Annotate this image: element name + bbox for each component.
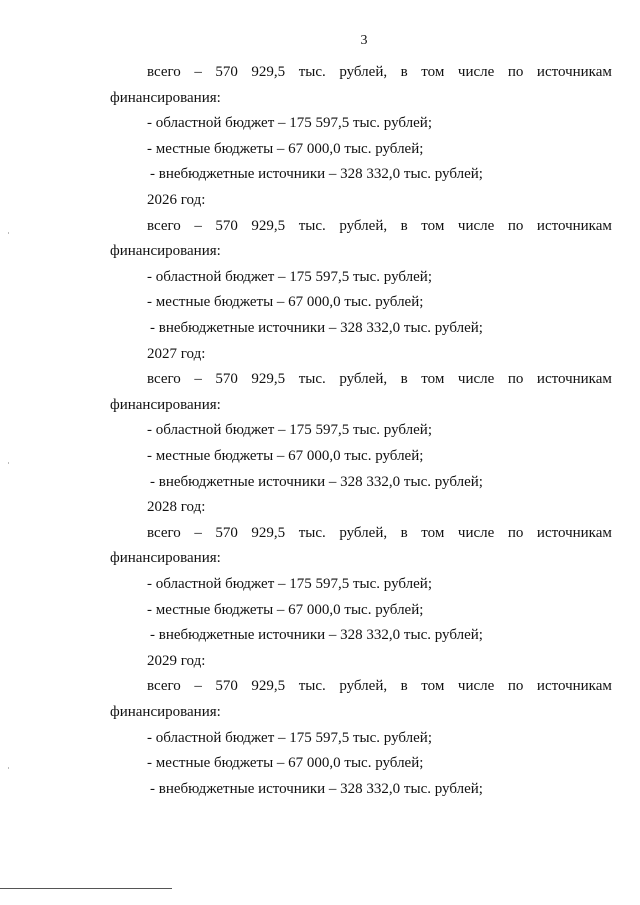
total-word: всего bbox=[147, 524, 181, 541]
total-word: том bbox=[421, 64, 445, 80]
total-word: числе bbox=[457, 371, 495, 388]
total-word: в bbox=[400, 371, 408, 388]
footer-rule bbox=[0, 888, 172, 889]
total-word: – bbox=[194, 64, 202, 80]
total-word: источникам bbox=[536, 64, 612, 80]
total-word: по bbox=[507, 217, 524, 234]
funding-item: - местные бюджеты – 67 000,0 тыс. рублей; bbox=[147, 140, 424, 157]
total-word: тыс. bbox=[298, 524, 326, 541]
total-word: 929,5 bbox=[251, 64, 286, 80]
total-word: 570 bbox=[215, 524, 238, 541]
total-word: – bbox=[194, 217, 202, 234]
total-word: в bbox=[400, 217, 408, 234]
total-line bbox=[147, 369, 612, 389]
total-word: рублей, bbox=[339, 524, 388, 541]
total-word: – bbox=[194, 678, 202, 695]
total-word: 570 bbox=[215, 371, 238, 388]
funding-item: - местные бюджеты – 67 000,0 тыс. рублей; bbox=[147, 448, 424, 464]
total-word: в bbox=[400, 678, 408, 695]
funding-item: - областной бюджет – 175 597,5 тыс. рублей; bbox=[147, 576, 432, 592]
total-continuation: финансирования: bbox=[110, 396, 221, 413]
total-word: в bbox=[400, 64, 408, 80]
year-heading: 2029 год: bbox=[147, 652, 206, 669]
total-word: числе bbox=[457, 64, 495, 80]
total-word: источникам bbox=[536, 524, 612, 541]
total-word: всего bbox=[147, 64, 181, 80]
total-word: по bbox=[507, 678, 524, 695]
total-word: источникам bbox=[536, 217, 612, 234]
total-continuation: финансирования: bbox=[110, 89, 221, 106]
total-word: 570 bbox=[215, 64, 238, 80]
margin-mark bbox=[8, 462, 9, 464]
total-word: рублей, bbox=[339, 678, 388, 695]
total-word: – bbox=[194, 524, 202, 541]
total-word: по bbox=[507, 524, 524, 541]
total-word: в bbox=[400, 524, 408, 541]
total-word: по bbox=[507, 371, 524, 388]
total-word: 929,5 bbox=[251, 524, 286, 541]
total-word: рублей, bbox=[339, 64, 388, 80]
total-word: числе bbox=[457, 217, 495, 234]
funding-item: - внебюджетные источники – 328 332,0 тыс. рублей; bbox=[150, 166, 483, 183]
funding-item: - областной бюджет – 175 597,5 тыс. рублей; bbox=[147, 422, 432, 439]
total-word: тыс. bbox=[298, 371, 326, 388]
total-continuation: финансирования: bbox=[110, 243, 221, 260]
margin-mark bbox=[8, 767, 9, 769]
total-word: тыс. bbox=[298, 678, 326, 695]
total-word: по bbox=[507, 64, 524, 80]
funding-item: - внебюджетные источники – 328 332,0 тыс. рублей; bbox=[150, 473, 483, 490]
funding-item: - местные бюджеты – 67 000,0 тыс. рублей; bbox=[147, 755, 424, 772]
total-word: 929,5 bbox=[251, 217, 286, 234]
page-number: 3 bbox=[360, 33, 368, 48]
year-heading: 2026 год: bbox=[147, 192, 206, 208]
total-line bbox=[147, 523, 612, 543]
funding-item: - областной бюджет – 175 597,5 тыс. рублей; bbox=[147, 729, 432, 746]
funding-item: - внебюджетные источники – 328 332,0 тыс. рублей; bbox=[150, 320, 483, 336]
total-word: тыс. bbox=[298, 217, 326, 234]
total-word: 570 bbox=[215, 678, 238, 695]
total-word: том bbox=[421, 371, 445, 388]
total-word: всего bbox=[147, 678, 181, 695]
total-word: 929,5 bbox=[251, 678, 286, 695]
total-word: – bbox=[194, 371, 202, 388]
year-heading: 2028 год: bbox=[147, 499, 206, 516]
total-word: всего bbox=[147, 371, 181, 388]
total-line bbox=[147, 62, 612, 82]
year-heading: 2027 год: bbox=[147, 345, 206, 362]
total-continuation: финансирования: bbox=[110, 704, 221, 720]
total-word: 570 bbox=[215, 217, 238, 234]
funding-item: - внебюджетные источники – 328 332,0 тыс. рублей; bbox=[150, 627, 483, 644]
total-word: 929,5 bbox=[251, 371, 286, 388]
total-line bbox=[147, 216, 612, 236]
total-word: источникам bbox=[536, 678, 612, 695]
total-line bbox=[147, 676, 612, 696]
funding-item: - местные бюджеты – 67 000,0 тыс. рублей; bbox=[147, 601, 424, 618]
total-word: всего bbox=[147, 217, 181, 234]
funding-item: - внебюджетные источники – 328 332,0 тыс. рублей; bbox=[150, 780, 483, 797]
total-continuation: финансирования: bbox=[110, 550, 221, 567]
total-word: том bbox=[421, 678, 445, 695]
funding-item: - местные бюджеты – 67 000,0 тыс. рублей; bbox=[147, 294, 424, 311]
total-word: рублей, bbox=[339, 371, 388, 388]
total-word: числе bbox=[457, 524, 495, 541]
funding-item: - областной бюджет – 175 597,5 тыс. рублей; bbox=[147, 115, 432, 132]
total-word: числе bbox=[457, 678, 495, 695]
total-word: том bbox=[421, 217, 445, 234]
total-word: том bbox=[421, 524, 445, 541]
total-word: источникам bbox=[536, 371, 612, 388]
total-word: тыс. bbox=[298, 64, 326, 80]
funding-item: - областной бюджет – 175 597,5 тыс. рублей; bbox=[147, 268, 432, 285]
margin-mark bbox=[8, 232, 9, 234]
total-word: рублей, bbox=[339, 217, 388, 234]
